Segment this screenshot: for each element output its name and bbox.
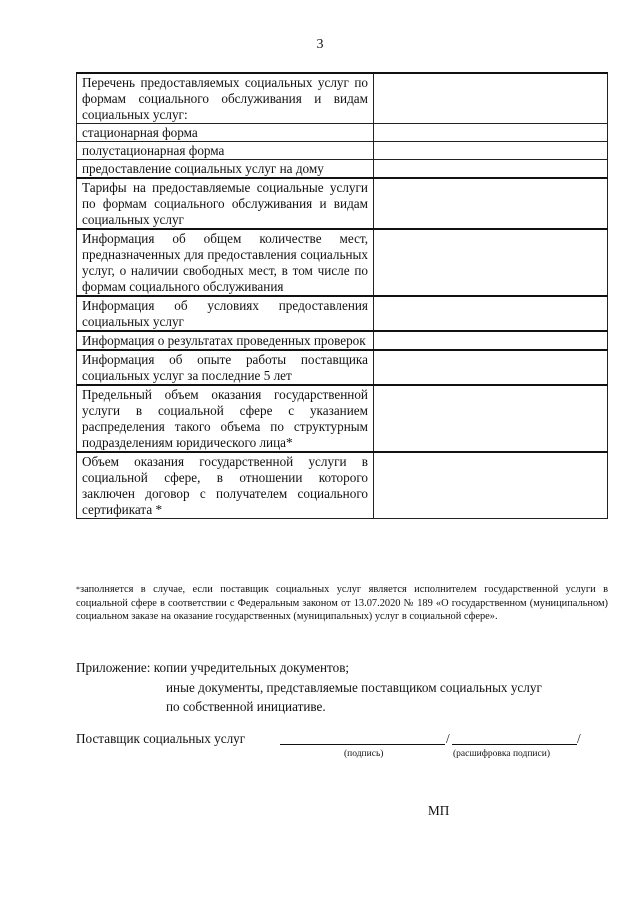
row-label: стационарная форма bbox=[77, 124, 374, 142]
table-row bbox=[77, 160, 608, 179]
attachment-line-1: Приложение: копии учредительных документов; bbox=[76, 660, 350, 675]
table-row bbox=[77, 385, 608, 452]
attachment-line-3: по собственной инициативе. bbox=[166, 699, 326, 714]
table-row bbox=[77, 229, 608, 296]
signature-caption: (подпись) bbox=[344, 749, 384, 759]
row-value[interactable] bbox=[374, 350, 608, 385]
footnote bbox=[76, 583, 608, 624]
table-row bbox=[77, 73, 608, 124]
table-row bbox=[77, 350, 608, 385]
footnote-text: заполняется в случае, если поставщик социальных услуг является исполнителем государственной услуги в социальной сфере в соответствии с Федеральным законом от 13.07.2020 № 189 «О государственном (муниципальном) социальном заказе на оказание государственных (муниципальных) услуг в социальной сфере». bbox=[76, 584, 608, 622]
signature-field[interactable] bbox=[280, 744, 445, 745]
footnote-marker: * bbox=[76, 585, 80, 594]
attachment-line-2: иные документы, представляемые поставщиком социальных услуг bbox=[166, 680, 542, 695]
row-label: Информация о результатах проведенных проверок bbox=[77, 331, 374, 350]
provider-info-table bbox=[76, 72, 608, 519]
table-row bbox=[77, 178, 608, 229]
row-value[interactable] bbox=[374, 124, 608, 142]
table-row bbox=[77, 296, 608, 331]
row-value[interactable] bbox=[374, 331, 608, 350]
row-value[interactable] bbox=[374, 142, 608, 160]
row-value[interactable] bbox=[374, 178, 608, 229]
row-value[interactable] bbox=[374, 73, 608, 124]
row-value[interactable] bbox=[374, 296, 608, 331]
row-label: Перечень предоставляемых социальных услуг по формам социального обслуживания и видам социальных услуг: bbox=[77, 73, 374, 124]
row-label: Объем оказания государственной услуги в социальной сфере, в отношении которого заключен договор с получателем социального сертификата * bbox=[77, 452, 374, 519]
row-label: Предельный объем оказания государственной услуги в социальной сфере с указанием распределения такого объема по структурным подразделениям юридического лица* bbox=[77, 385, 374, 452]
table-row bbox=[77, 452, 608, 519]
table-row bbox=[77, 142, 608, 160]
decoding-caption: (расшифровка подписи) bbox=[453, 749, 550, 759]
row-label: Информация об общем количестве мест, предназначенных для предоставления социальных услуг, о наличии свободных мест, в том числе по формам социального обслуживания bbox=[77, 229, 374, 296]
signature-slash: / bbox=[577, 731, 581, 746]
row-label: Информация об опыте работы поставщика социальных услуг за последние 5 лет bbox=[77, 350, 374, 385]
row-value[interactable] bbox=[374, 452, 608, 519]
page-number: 3 bbox=[316, 37, 324, 52]
row-value[interactable] bbox=[374, 160, 608, 179]
row-label: предоставление социальных услуг на дому bbox=[77, 160, 374, 179]
signature-decoding-field[interactable] bbox=[452, 744, 577, 745]
signature-slash: / bbox=[446, 731, 450, 746]
row-label: полустационарная форма bbox=[77, 142, 374, 160]
stamp-place: МП bbox=[428, 803, 450, 818]
row-value[interactable] bbox=[374, 229, 608, 296]
table-row bbox=[77, 124, 608, 142]
row-label: Тарифы на предоставляемые социальные услуги по формам социального обслуживания и видам социальных услуг bbox=[77, 178, 374, 229]
signature-label: Поставщик социальных услуг bbox=[76, 731, 246, 746]
table-row bbox=[77, 331, 608, 350]
row-label: Информация об условиях предоставления социальных услуг bbox=[77, 296, 374, 331]
row-value[interactable] bbox=[374, 385, 608, 452]
